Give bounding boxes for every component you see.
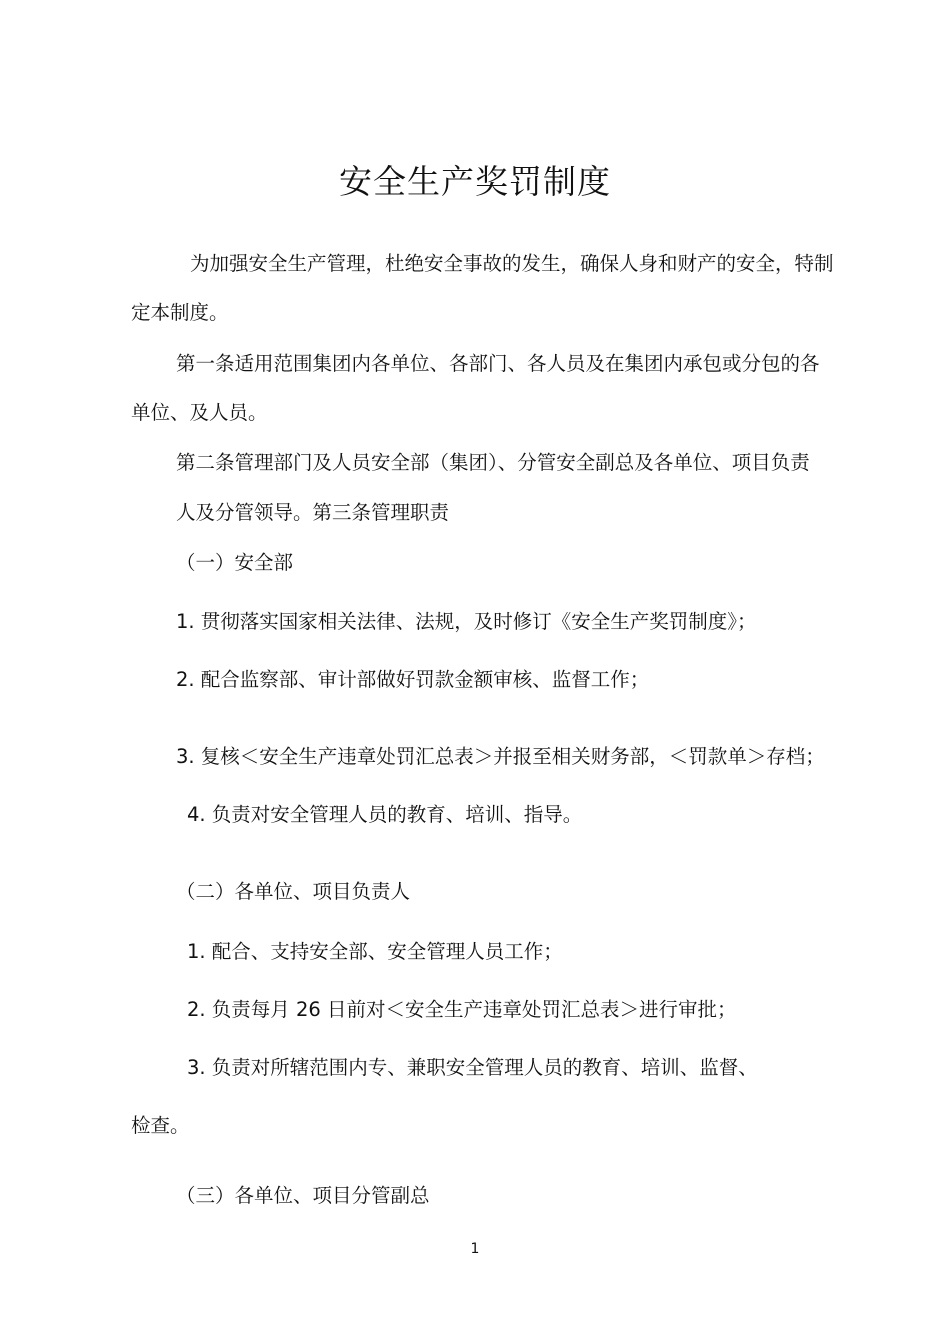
list-item: 2. 负责每月 26 日前对＜安全生产违章处罚汇总表＞进行审批； xyxy=(187,998,737,1021)
intro-paragraph-line-2: 定本制度。 xyxy=(131,301,229,324)
page-number: 1 xyxy=(470,1241,480,1257)
document-title: 安全生产奖罚制度 xyxy=(339,162,611,201)
list-item: 1. 配合、支持安全部、安全管理人员工作； xyxy=(187,940,563,963)
article-1-line-2: 单位、及人员。 xyxy=(131,401,268,424)
section-heading-unit-heads: （二）各单位、项目负责人 xyxy=(176,880,411,903)
list-item: 3. 复核＜安全生产违章处罚汇总表＞并报至相关财务部，＜罚款单＞存档； xyxy=(176,745,825,768)
article-2-line-2: 人及分管领导。第三条管理职责 xyxy=(176,501,450,524)
list-item-continuation: 检查。 xyxy=(131,1114,190,1137)
section-heading-deputy-managers: （三）各单位、项目分管副总 xyxy=(176,1184,430,1207)
article-1-line-1: 第一条适用范围集团内各单位、各部门、各人员及在集团内承包或分包的各 xyxy=(176,352,820,375)
list-item: 3. 负责对所辖范围内专、兼职安全管理人员的教育、培训、监督、 xyxy=(187,1056,758,1079)
list-item: 1. 贯彻落实国家相关法律、法规，及时修订《安全生产奖罚制度》； xyxy=(176,610,757,633)
list-item: 2. 配合监察部、审计部做好罚款金额审核、监督工作； xyxy=(176,668,650,691)
intro-paragraph-line-1: 为加强安全生产管理，杜绝安全事故的发生，确保人身和财产的安全，特制 xyxy=(190,252,834,275)
section-heading-safety-dept: （一）安全部 xyxy=(176,551,294,574)
article-2-line-1: 第二条管理部门及人员安全部（集团）、分管安全副总及各单位、项目负责 xyxy=(176,451,810,474)
list-item: 4. 负责对安全管理人员的教育、培训、指导。 xyxy=(187,803,583,826)
